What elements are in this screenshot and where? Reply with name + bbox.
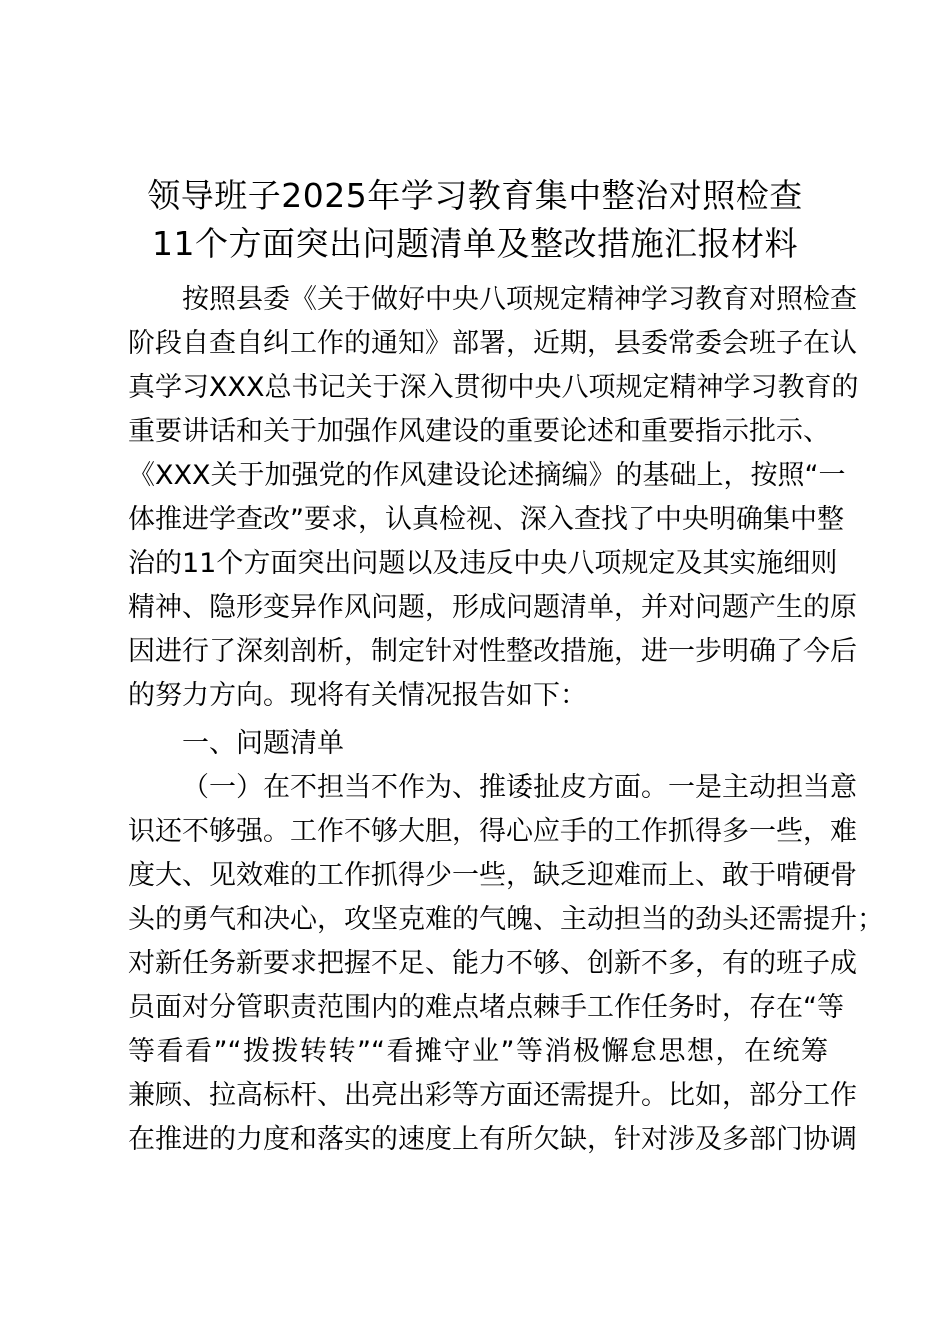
intro-paragraph-line: 真学习XXX总书记关于深入贯彻中央八项规定精神学习教育的: [128, 372, 859, 403]
body-paragraph-line: （一）在不担当不作为、推诿扯皮方面。一是主动担当意: [182, 772, 857, 803]
section-heading: 一、问题清单: [182, 728, 344, 759]
intro-paragraph-line: 治的11个方面突出问题以及违反中央八项规定及其实施细则: [128, 548, 838, 579]
intro-paragraph-line: 按照县委《关于做好中央八项规定精神学习教育对照检查: [182, 284, 857, 315]
intro-paragraph-line: 的努力方向。现将有关情况报告如下：: [128, 680, 587, 711]
body-paragraph-line: 兼顾、拉高标杆、出亮出彩等方面还需提升。比如，部分工作: [128, 1080, 857, 1111]
intro-paragraph-line: 体推进学查改”要求，认真检视、深入查找了中央明确集中整: [128, 504, 844, 535]
intro-paragraph-line: 因进行了深刻剖析，制定针对性整改措施，进一步明确了今后: [128, 636, 857, 667]
body-paragraph-line: 在推进的力度和落实的速度上有所欠缺，针对涉及多部门协调: [128, 1124, 857, 1155]
body-paragraph-line: 对新任务新要求把握不足、能力不够、创新不多，有的班子成: [128, 948, 857, 979]
document-title-line-2: 11个方面突出问题清单及整改措施汇报材料: [152, 224, 798, 263]
document-title-line-1: 领导班子2025年学习教育集中整治对照检查: [147, 176, 803, 215]
body-paragraph-line: 头的勇气和决心，攻坚克难的气魄、主动担当的劲头还需提升；: [128, 904, 884, 935]
intro-paragraph-line: 《XXX关于加强党的作风建设论述摘编》的基础上，按照“一: [128, 460, 846, 491]
body-paragraph-line: 度大、见效难的工作抓得少一些，缺乏迎难而上、敢于啃硬骨: [128, 860, 857, 891]
intro-paragraph-line: 重要讲话和关于加强作风建设的重要论述和重要指示批示、: [128, 416, 830, 447]
body-paragraph-line: 识还不够强。工作不够大胆，得心应手的工作抓得多一些，难: [128, 816, 857, 847]
body-paragraph-line: 等看看”“拨拨转转”“看摊守业”等消极懈怠思想，在统筹: [128, 1036, 828, 1067]
intro-paragraph-line: 精神、隐形变异作风问题，形成问题清单，并对问题产生的原: [128, 592, 857, 623]
body-paragraph-line: 员面对分管职责范围内的难点堵点棘手工作任务时，存在“等: [128, 992, 844, 1023]
intro-paragraph-line: 阶段自查自纠工作的通知》部署，近期，县委常委会班子在认: [128, 328, 857, 359]
